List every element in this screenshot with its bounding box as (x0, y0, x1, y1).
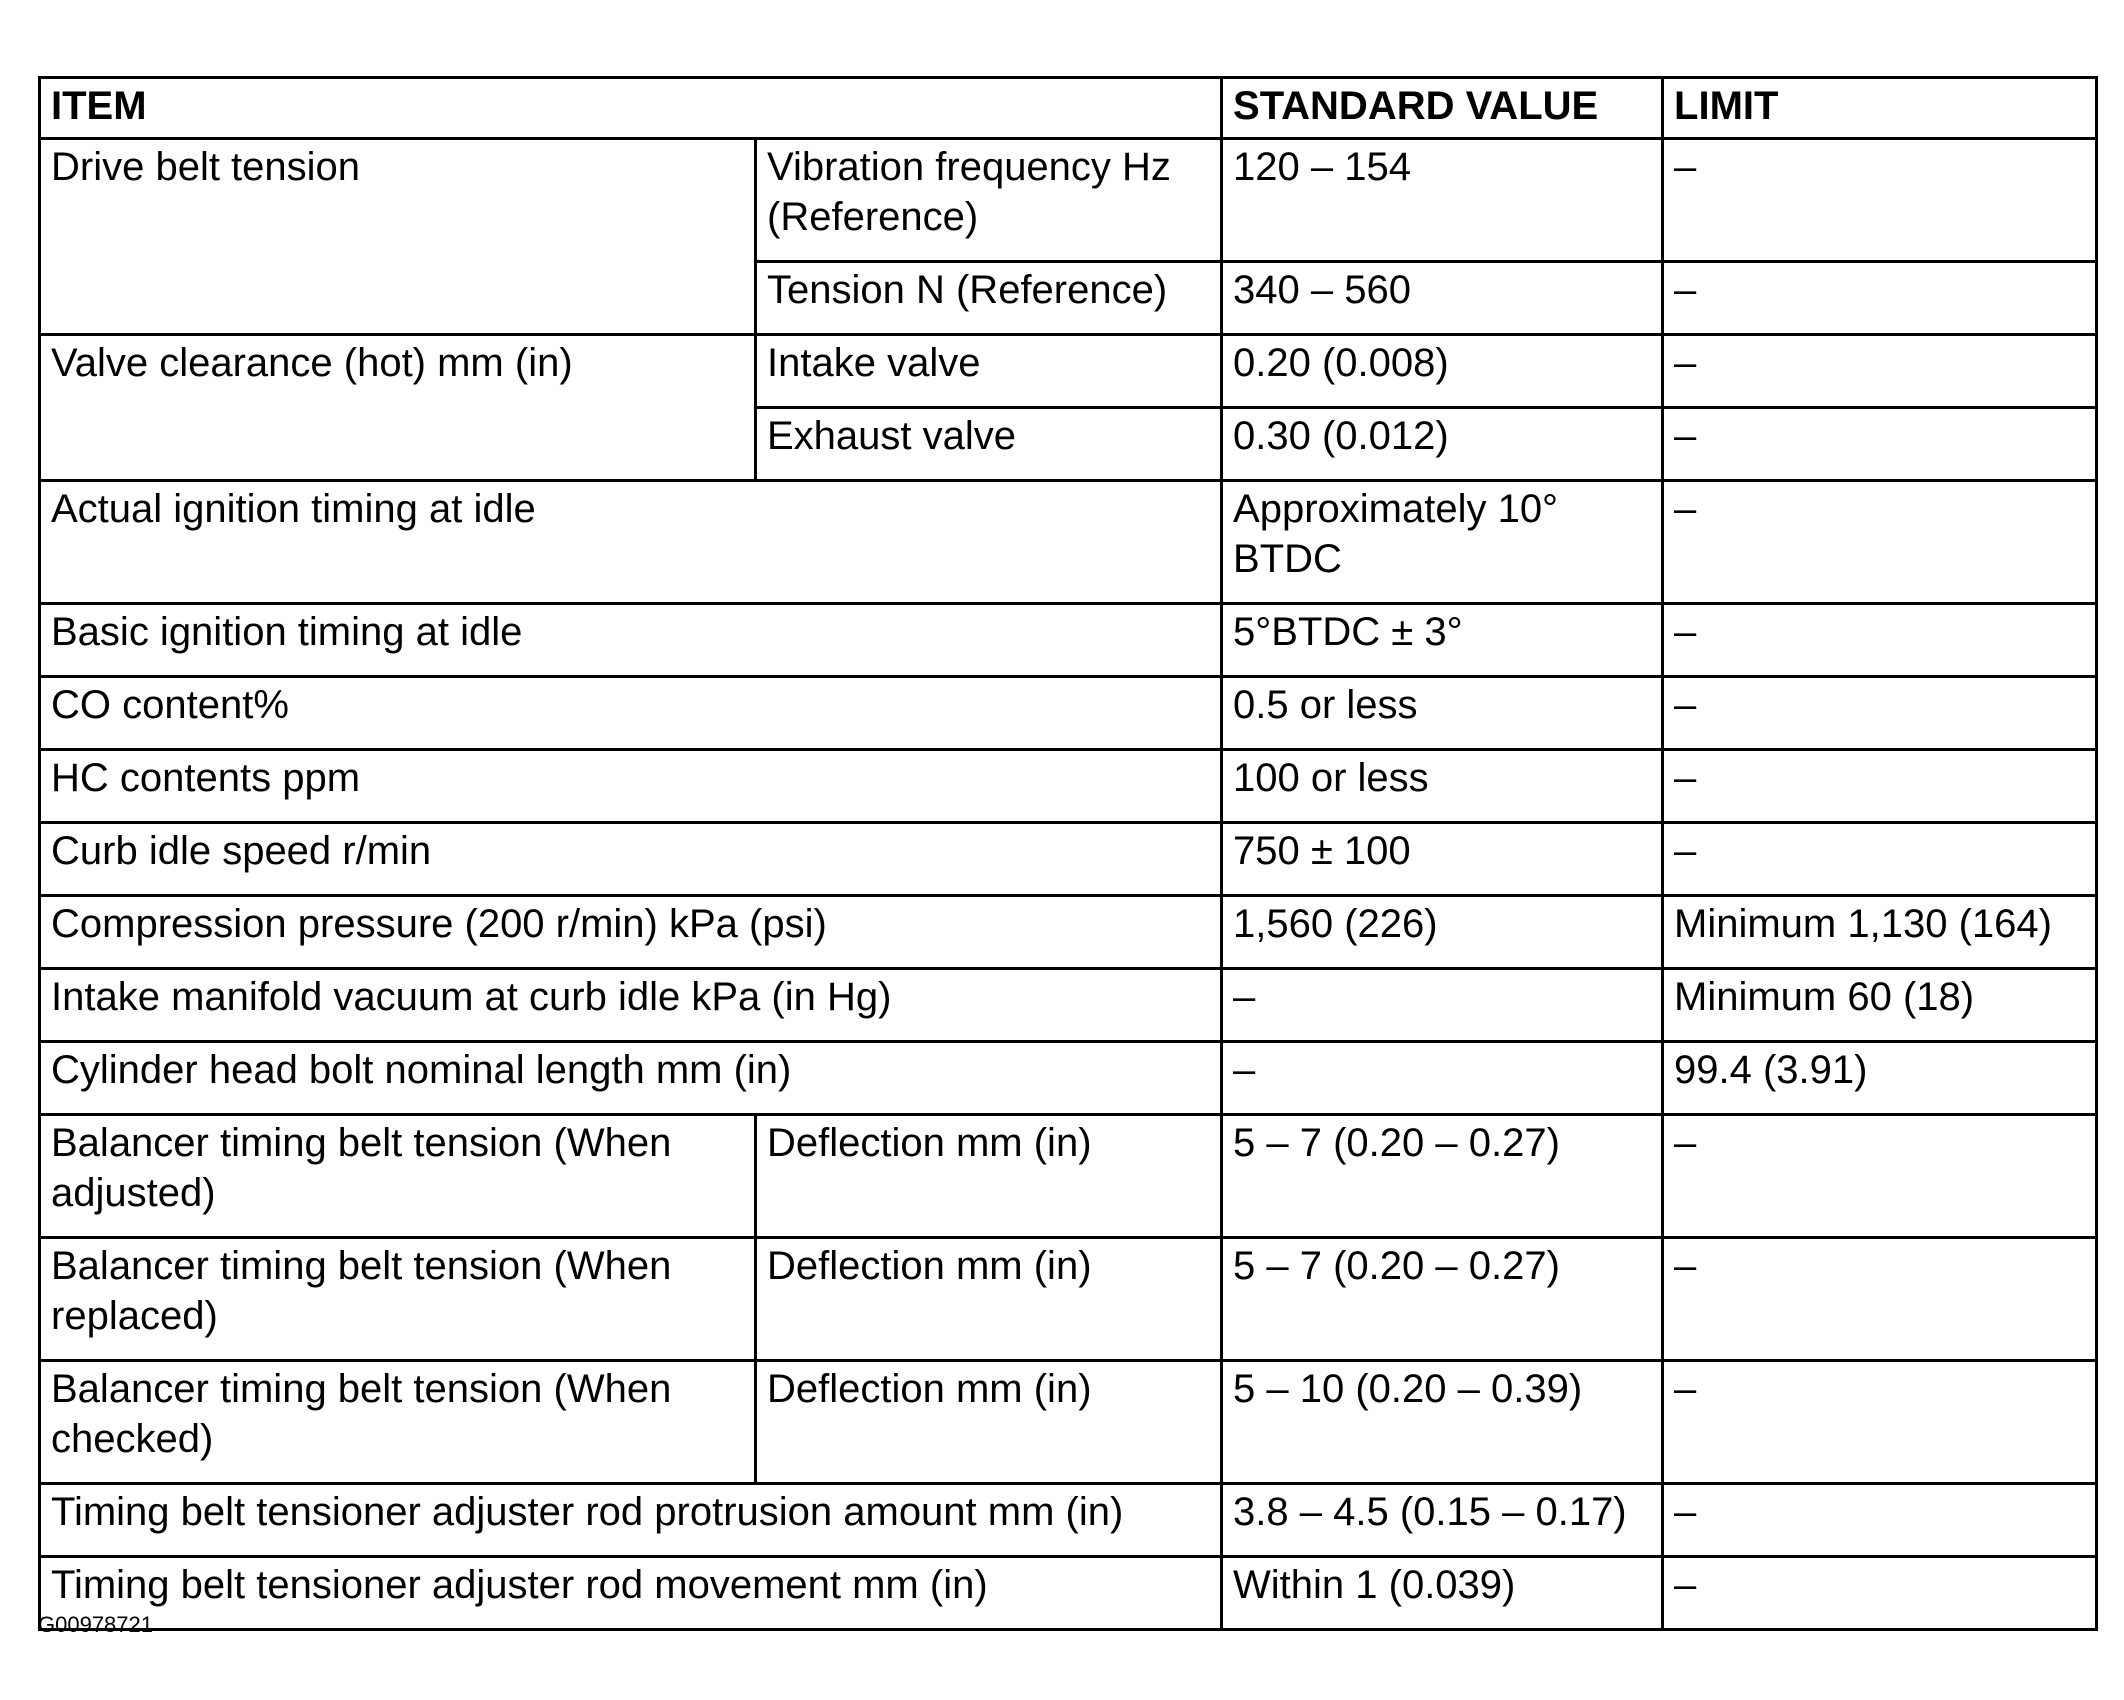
table-row (40, 1042, 2097, 1115)
limit-cell: – (1663, 604, 2097, 677)
item-cell: Basic ignition timing at idle (40, 604, 1222, 677)
limit-cell: – (1663, 139, 2097, 262)
standard-value-cell: 340 – 560 (1222, 262, 1663, 335)
table-row (40, 750, 2097, 823)
standard-value-cell: 5°BTDC ± 3° (1222, 604, 1663, 677)
item-cell: Drive belt tension (40, 139, 756, 335)
table-row (40, 1484, 2097, 1557)
standard-value-cell: 100 or less (1222, 750, 1663, 823)
standard-value-cell: – (1222, 969, 1663, 1042)
header-limit: LIMIT (1663, 78, 2097, 139)
limit-cell: Minimum 60 (18) (1663, 969, 2097, 1042)
table-row (40, 823, 2097, 896)
standard-value-cell: 120 – 154 (1222, 139, 1663, 262)
limit-cell: – (1663, 1557, 2097, 1630)
standard-value-cell: Approximately 10° BTDC (1222, 481, 1663, 604)
standard-value-cell: 1,560 (226) (1222, 896, 1663, 969)
limit-cell: – (1663, 481, 2097, 604)
limit-cell: – (1663, 823, 2097, 896)
item-cell: Balancer timing belt tension (When adjusted) (40, 1115, 756, 1238)
item-cell: Intake manifold vacuum at curb idle kPa (in Hg) (40, 969, 1222, 1042)
limit-cell: 99.4 (3.91) (1663, 1042, 2097, 1115)
table-row (40, 1238, 2097, 1361)
table-row (40, 604, 2097, 677)
limit-cell: – (1663, 1361, 2097, 1484)
item-cell: Balancer timing belt tension (When checked) (40, 1361, 756, 1484)
sub-item-cell: Deflection mm (in) (756, 1238, 1222, 1361)
table-row (40, 969, 2097, 1042)
sub-item-cell: Vibration frequency Hz (Reference) (756, 139, 1222, 262)
table-row (40, 1115, 2097, 1238)
item-cell: Actual ignition timing at idle (40, 481, 1222, 604)
header-item: ITEM (40, 78, 1222, 139)
limit-cell: – (1663, 1484, 2097, 1557)
table-row (40, 677, 2097, 750)
standard-value-cell: 5 – 10 (0.20 – 0.39) (1222, 1361, 1663, 1484)
table-row (40, 335, 2097, 408)
table-row (40, 139, 2097, 262)
item-cell: CO content% (40, 677, 1222, 750)
item-cell: Balancer timing belt tension (When replaced) (40, 1238, 756, 1361)
standard-value-cell: Within 1 (0.039) (1222, 1557, 1663, 1630)
table-row (40, 896, 2097, 969)
figure-id: G00978721 (38, 1612, 153, 1637)
sub-item-cell: Tension N (Reference) (756, 262, 1222, 335)
limit-cell: – (1663, 1115, 2097, 1238)
limit-cell: Minimum 1,130 (164) (1663, 896, 2097, 969)
limit-cell: – (1663, 677, 2097, 750)
sub-item-cell: Exhaust valve (756, 408, 1222, 481)
item-cell: Curb idle speed r/min (40, 823, 1222, 896)
header-row (40, 78, 2097, 139)
limit-cell: – (1663, 1238, 2097, 1361)
item-cell: Timing belt tensioner adjuster rod movement mm (in) (40, 1557, 1222, 1630)
item-cell: Timing belt tensioner adjuster rod protrusion amount mm (in) (40, 1484, 1222, 1557)
standard-value-cell: 0.30 (0.012) (1222, 408, 1663, 481)
sub-item-cell: Intake valve (756, 335, 1222, 408)
limit-cell: – (1663, 335, 2097, 408)
sub-item-cell: Deflection mm (in) (756, 1361, 1222, 1484)
table-row (40, 1361, 2097, 1484)
standard-value-cell: – (1222, 1042, 1663, 1115)
table-row (40, 481, 2097, 604)
limit-cell: – (1663, 750, 2097, 823)
standard-value-cell: 0.20 (0.008) (1222, 335, 1663, 408)
standard-value-cell: 750 ± 100 (1222, 823, 1663, 896)
limit-cell: – (1663, 262, 2097, 335)
standard-value-cell: 5 – 7 (0.20 – 0.27) (1222, 1115, 1663, 1238)
item-cell: HC contents ppm (40, 750, 1222, 823)
item-cell: Cylinder head bolt nominal length mm (in) (40, 1042, 1222, 1115)
limit-cell: – (1663, 408, 2097, 481)
item-cell: Compression pressure (200 r/min) kPa (psi) (40, 896, 1222, 969)
sub-item-cell: Deflection mm (in) (756, 1115, 1222, 1238)
item-cell: Valve clearance (hot) mm (in) (40, 335, 756, 481)
spec-table (38, 76, 2098, 1631)
header-standard-value: STANDARD VALUE (1222, 78, 1663, 139)
table-row (40, 1557, 2097, 1630)
standard-value-cell: 0.5 or less (1222, 677, 1663, 750)
standard-value-cell: 5 – 7 (0.20 – 0.27) (1222, 1238, 1663, 1361)
standard-value-cell: 3.8 – 4.5 (0.15 – 0.17) (1222, 1484, 1663, 1557)
